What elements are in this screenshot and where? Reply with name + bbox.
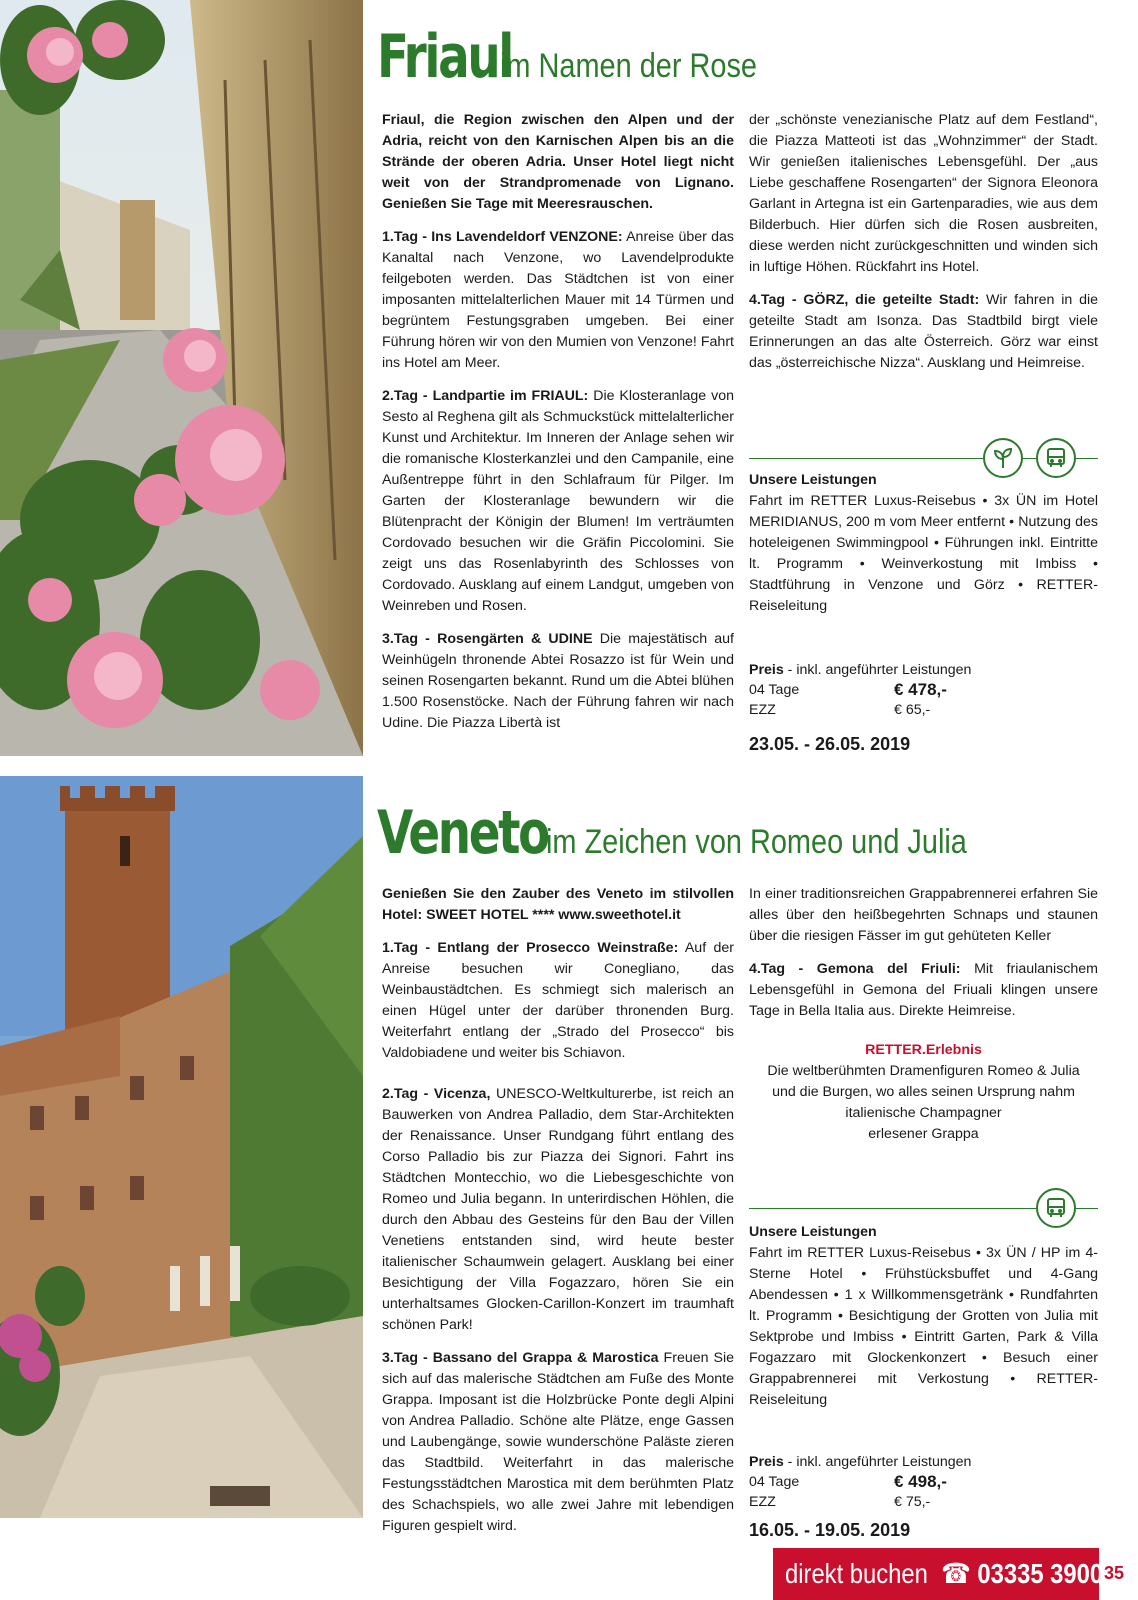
friaul-day3 (382, 629, 734, 734)
veneto-erlebnis-line4: erlesener Grappa (868, 1126, 979, 1142)
friaul-date: 23.05. - 26.05. 2019 (749, 734, 911, 754)
friaul-photo (0, 0, 363, 756)
veneto-day4-text: Mit friaulanischem Lebensgefühl in Gemona del Friuali klingen unsere Tage in Bella Italia aus. Direkte Heimreise. (749, 961, 1098, 1019)
veneto-services-label: Unsere Leistungen (749, 1224, 877, 1240)
friaul-day4-text: Wir fahren in die geteilte Stadt am Isonza. Das Stadtbild birgt viele Erinnerungen an das alte Österreich. Görz war einst das „österreichische Nizza“. Ausklang und Heimreise. (749, 292, 1098, 371)
veneto-title-main: Veneto (377, 798, 548, 868)
friaul-title-main: Friaul (377, 22, 513, 92)
veneto-intro: Genießen Sie den Zauber des Veneto im stilvollen Hotel: SWEET HOTEL **** www.sweethotel.it (382, 886, 734, 923)
veneto-day4 (749, 959, 1098, 1022)
veneto-erlebnis-line2: und die Burgen, wo alles seinen Ursprung nahm (772, 1084, 1075, 1100)
friaul-services-text: Fahrt im RETTER Luxus-Reisebus • 3x ÜN im Hotel MERIDIANUS, 200 m vom Meer entfernt • Nutzung des hoteleigenen Swimmingpool • Führungen inkl. Eintritte lt. Programm • Weinverkostung mit Imbiss • Stadtführung in Venzone und Görz • RETTER-Reiseleitung (749, 493, 1098, 614)
friaul-day4 (749, 290, 1098, 374)
friaul-price-heading (749, 660, 971, 680)
veneto-ezz-value: € 75,- (894, 1494, 931, 1510)
friaul-day1-label: 1.Tag - Ins Lavendeldorf VENZONE: (382, 229, 623, 245)
friaul-day3-label: 3.Tag - Rosengärten & UDINE (382, 631, 593, 647)
friaul-price-row (749, 680, 971, 700)
friaul-ezz-label: EZZ (749, 702, 776, 718)
veneto-column-right (749, 884, 1098, 1145)
veneto-day2-label: 2.Tag - Vicenza, (382, 1086, 491, 1102)
veneto-services-block (749, 1222, 1098, 1411)
friaul-title-sub: im Namen der Rose (500, 47, 758, 85)
friaul-price-note: - inkl. angeführter Leistungen (783, 662, 972, 678)
veneto-col2-text: In einer traditionsreichen Grappabrennerei erfahren Sie alles über den heißbegehrten Schnaps und staunen über die riesigen Fässer im gut gehüteten Keller (749, 886, 1098, 944)
veneto-ezz-label: EZZ (749, 1494, 776, 1510)
veneto-erlebnis-head: RETTER.Erlebnis (865, 1042, 982, 1058)
veneto-price-days: 04 Tage (749, 1474, 800, 1490)
friaul-services-label: Unsere Leistungen (749, 472, 877, 488)
friaul-column-right (749, 110, 1098, 386)
friaul-day2-text: Die Klosteranlage von Sesto al Reghena gilt als Schmuckstück mittelalterlicher Kunst und Architektur. Im Inneren der Anlage sehen wir die romanische Klosterkanzlei und den Campanile, eine Außentreppe führt in den Schlafraum für Pilger. Im Garten der Klosteranlage bewundern wir die Blütenpracht der Königin der Blumen! Im verträumten Cordovado besuchen wir die Gräfin Piccolomini. Sie zeigt uns das Rosenlabyrinth des Schlosses von Cordovado. Ausklang auf einem Landgut, umgeben von Weinreben und Rosen. (382, 388, 734, 614)
friaul-ezz-value: € 65,- (894, 702, 931, 718)
page-number: 35 (1104, 1563, 1125, 1583)
phone-icon: ☎ (941, 1558, 971, 1589)
book-now-label[interactable]: direkt buchen (785, 1558, 928, 1589)
veneto-price (749, 1452, 971, 1512)
friaul-ezz-row (749, 700, 971, 720)
friaul-day3-text: Die majestätisch auf Weinhügeln thronende Abtei Rosazzo ist für Wein und seinen Rosengarten bekannt. Rund um die Abtei blühen 1.500 Rosenstöcke. Nach der Führung fahren wir nach Udine. Die Piazza Libertà ist (382, 631, 734, 731)
friaul-day2-label: 2.Tag - Landpartie im FRIAUL: (382, 388, 589, 404)
friaul-price-value: € 478,- (894, 680, 947, 699)
friaul-price-days: 04 Tage (749, 682, 800, 698)
friaul-intro: Friaul, die Region zwischen den Alpen und der Adria, reicht von den Karnischen Alpen bis an die Strände der oberen Adria. Unser Hotel liegt nicht weit von der Strandpromenade von Lignano. Genießen Sie Tage mit Meeresrauschen. (382, 112, 734, 212)
veneto-day1-text: Auf der Anreise besuchen wir Conegliano, das Weinbaustädtchen. Es schmiegt sich malerisch an einen Hügel unter der darüber thronenden Burg. Weiterfahrt entlang der „Strado del Prosecco“ bis Valdobiadene und weiter bis Schiavon. (382, 940, 734, 1061)
veneto-day2 (382, 1084, 734, 1336)
veneto-date: 16.05. - 19.05. 2019 (749, 1520, 911, 1540)
veneto-price-note: - inkl. angeführter Leistungen (783, 1454, 972, 1470)
veneto-day3-text: Freuen Sie sich auf das malerische Städtchen am Fuße des Monte Grappa. Imposant ist die Holzbrücke Ponte degli Alpini von Andrea Palladio. Schöne alte Plätze, enge Gassen und Laubengänge, sowie wunderschöne Paläste zieren das Stadtbild. Weiterfahrt in das malerische Festungsstädtchen Marostica mit dem berühmten Platz des Schachspiels, wo alle zwei Jahre mit lebendigen Figuren gespielt wird. (382, 1350, 735, 1534)
veneto-day4-label: 4.Tag - Gemona del Friuli: (749, 961, 961, 977)
book-now-banner[interactable] (773, 1548, 1104, 1600)
friaul-services (749, 470, 1098, 629)
friaul-price (749, 660, 971, 720)
veneto-price-row (749, 1472, 971, 1492)
veneto-title-sub: im Zeichen von Romeo und Julia (546, 823, 968, 861)
veneto-services (749, 1222, 1098, 1423)
friaul-column-left (382, 110, 734, 746)
veneto-price-label: Preis (749, 1454, 784, 1470)
veneto-erlebnis-line1: Die weltberühmten Dramenfiguren Romeo & Julia (767, 1063, 1080, 1079)
veneto-day1-label: 1.Tag - Entlang der Prosecco Weinstraße: (382, 940, 679, 956)
veneto-column-left (382, 884, 734, 1549)
friaul-col2-text: der „schönste venezianische Platz auf dem Festland“, die Piazza Matteoti ist das „Wohnzimmer“ der Stadt. Wir genießen italienisches Lebensgefühl. Der „aus Liebe geschaffene Rosengarten“ der Signora Eleonora Garlant in Artegna ist ein Gartenparadies, wie aus dem Bilderbuch. Hier dürfen sich die Rosen ausbreiten, diese werden nicht zurückgeschnitten und winden sich in luftige Höhen. Rückfahrt ins Hotel. (749, 112, 1098, 275)
friaul-day1 (382, 227, 734, 374)
veneto-day3 (382, 1348, 734, 1537)
veneto-ezz-row (749, 1492, 971, 1512)
friaul-services-block (749, 470, 1098, 617)
veneto-photo (0, 776, 363, 1518)
friaul-price-label: Preis (749, 662, 784, 678)
veneto-services-text: Fahrt im RETTER Luxus-Reisebus • 3x ÜN / HP im 4-Sterne Hotel • Frühstücksbuffet und 4-Gang Abendessen • 1 x Willkommensgetränk • Rundfahrten lt. Programm • Besichtigung der Grotten von Julia mit Sektprobe und Imbiss • Eintritt Garten, Park & Villa Fogazzaro mit Glockenkonzert • Besuch einer Grappabrennerei mit Verkostung • RETTER-Reiseleitung (749, 1245, 1098, 1408)
veneto-erlebnis (749, 1040, 1098, 1145)
veneto-title (377, 798, 1041, 868)
friaul-day4-label: 4.Tag - GÖRZ, die geteilte Stadt: (749, 292, 980, 308)
veneto-day1 (382, 938, 734, 1064)
veneto-price-heading (749, 1452, 971, 1472)
friaul-day2 (382, 386, 734, 617)
friaul-title (377, 22, 802, 92)
veneto-day3-label: 3.Tag - Bassano del Grappa & Marostica (382, 1350, 659, 1366)
veneto-day2-text: UNESCO-Weltkulturerbe, ist reich an Bauwerken von Andrea Palladio, dem Star-Architekten der Renaissance. Unser Rundgang führt entlang des Corso Palladio bis zur Piazza dei Signori. Fahrt ins Städtchen Montecchio, wo die Liebesgeschichte von Romeo und Julia begann. In unterirdischen Höhlen, die durch den Abbau des Gesteins für den Bau der Villen Venetiens entstanden sind, wird heute bester italienischer Schaumwein gelagert. Ausklang bei einer Besichtigung der Villa Fogazzaro, hören Sie ein unterhaltsames Glocken-Carillon-Konzert im traumhaft schönen Park! (382, 1086, 734, 1333)
veneto-price-value: € 498,- (894, 1472, 947, 1491)
friaul-day1-text: Anreise über das Kanaltal nach Venzone, wo Lavendelprodukte feilgeboten werden. Das Städtchen ist von einer imposanten mittelalterlichen Mauer mit 14 Türmen und begrüntem Festungsgraben umgeben. Bei einer Führung hören wir von den Mumien von Venzone! Fahrt ins Hotel am Meer. (382, 229, 734, 371)
phone-number[interactable]: 03335 3900 (977, 1558, 1104, 1589)
veneto-erlebnis-line3: italienische Champagner (845, 1105, 1002, 1121)
